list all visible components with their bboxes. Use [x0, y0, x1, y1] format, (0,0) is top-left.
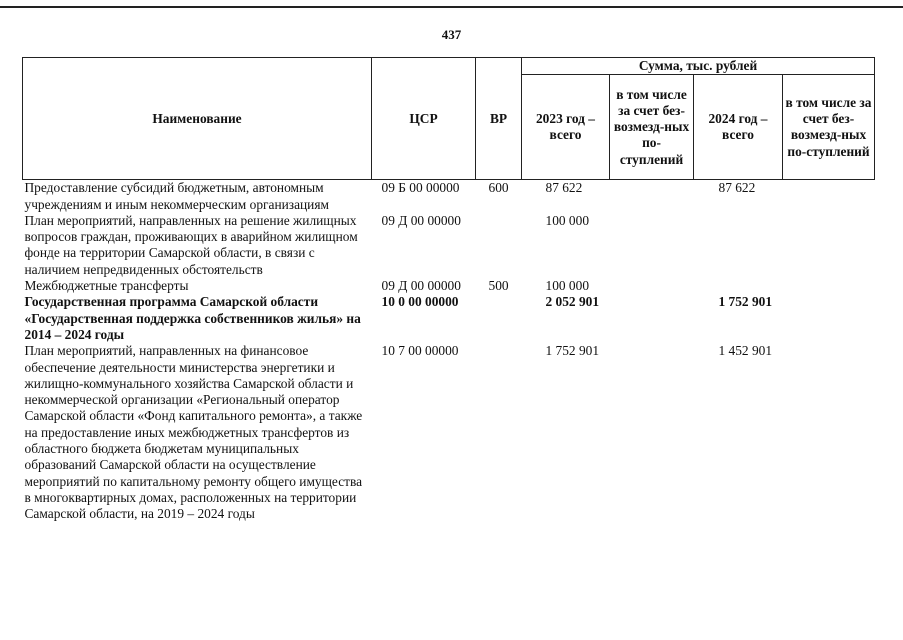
table-row [23, 294, 875, 343]
row-2023-incl [610, 343, 694, 522]
row-2023-total: 2 052 901 [545, 294, 600, 310]
row-vr [476, 343, 522, 522]
budget-table [22, 57, 875, 523]
header-csr: ЦСР [372, 58, 476, 180]
row-2023-incl [610, 180, 694, 213]
row-vr: 600 [488, 180, 509, 196]
row-2023-incl [610, 213, 694, 278]
row-name: Предоставление субсидий бюджетным, автономным учреждениям и иным некоммерческим организациям [24, 180, 329, 212]
header-sum-group: Сумма, тыс. рублей [522, 58, 875, 75]
row-2023-total: 1 752 901 [545, 343, 600, 359]
row-2024-total: 1 452 901 [718, 343, 773, 359]
row-2024-total [694, 278, 783, 294]
row-csr: 10 0 00 00000 [381, 294, 459, 310]
header-2023-total: 2023 год – всего [522, 75, 610, 180]
header-vr: ВР [476, 58, 522, 180]
row-name: Государственная программа Самарской области «Государственная поддержка собственников жилья» на 2014 – 2024 годы [24, 294, 361, 342]
header-2023-incl: в том числе за счет без-возмезд-ных по-ступлений [610, 75, 694, 180]
row-2023-total: 87 622 [545, 180, 583, 196]
row-2024-incl [783, 213, 875, 278]
table-row [23, 213, 875, 278]
header-2024-incl: в том числе за счет без-возмезд-ных по-ступлений [783, 75, 875, 180]
row-vr [476, 294, 522, 343]
row-2023-total: 100 000 [545, 278, 590, 294]
row-csr: 10 7 00 00000 [381, 343, 459, 359]
table-row [23, 343, 875, 522]
row-vr: 500 [488, 278, 509, 294]
row-name: Межбюджетные трансферты [24, 278, 189, 294]
header-name: Наименование [23, 58, 372, 180]
row-name: План мероприятий, направленных на финансовое обеспечение деятельности министерства энергетики и жилищно-коммунального хозяйства Самарской области и некоммерческой организации «Региональный оператор Самарской области «Фонд капитального ремонта», а также на предоставление иных межбюджетных трансфертов из областного бюджета бюджетам муниципальных образований Самарской области на осуществление мероприятий по капитальному ремонту общего имущества в многоквартирных домах, расположенных на территории Самарской области, на 2019 – 2024 годы [24, 343, 363, 522]
row-2023-incl [610, 278, 694, 294]
page-number: 437 [441, 27, 462, 42]
table-row [23, 180, 875, 213]
row-name: План мероприятий, направленных на решение жилищных вопросов граждан, проживающих в аварийном жилищном фонде на территории Самарской области, в связи с наличием непредвиденных обстоятельств [24, 212, 358, 277]
row-csr: 09 Д 00 00000 [381, 212, 461, 228]
row-csr: 09 Б 00 00000 [381, 180, 460, 196]
row-2024-incl [783, 343, 875, 522]
table-row [23, 278, 875, 294]
row-vr [476, 213, 522, 278]
top-rule [0, 6, 903, 8]
row-2024-total: 87 622 [718, 180, 756, 196]
row-2023-total: 100 000 [545, 212, 590, 228]
row-2024-total: 1 752 901 [718, 294, 773, 310]
header-2024-total: 2024 год – всего [694, 75, 783, 180]
row-2024-incl [783, 278, 875, 294]
row-2024-total [694, 213, 783, 278]
row-2024-incl [783, 294, 875, 343]
row-csr: 09 Д 00 00000 [381, 278, 461, 294]
row-2023-incl [610, 294, 694, 343]
row-2024-incl [783, 180, 875, 213]
